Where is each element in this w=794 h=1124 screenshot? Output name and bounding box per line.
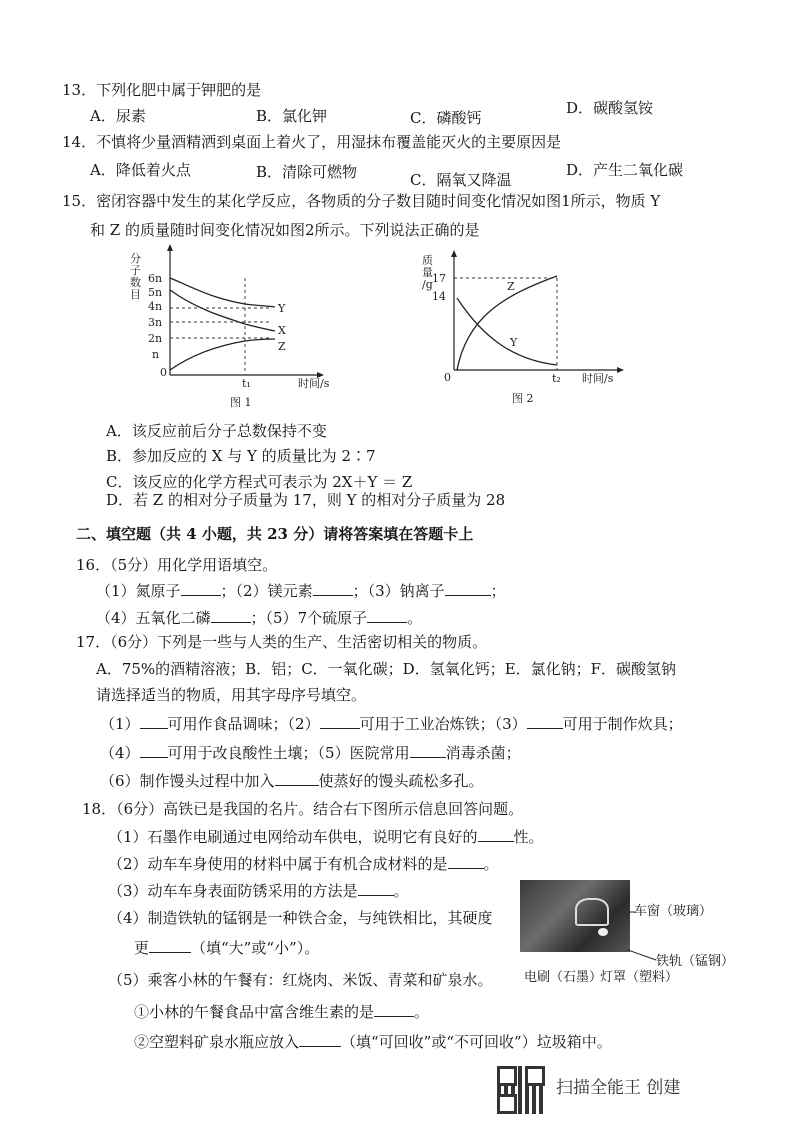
q16-part3: ；（3）钠离子 <box>352 582 445 600</box>
fig2-ytick-17: 17 <box>432 272 446 285</box>
fig2-ylabel-2: 量 <box>422 266 433 279</box>
section-2-title: 二、填空题（共 4 小题，共 23 分）请将答案填在答题卡上 <box>76 525 474 543</box>
q17-stem: 17．（6分）下列是一些与人类的生产、生活密切相关的物质。 <box>76 633 488 651</box>
q15-option-a: A．该反应前后分子总数保持不变 <box>106 422 327 440</box>
q14-option-b: B．清除可燃物 <box>256 163 358 181</box>
fig1-ylabel-2: 子 <box>130 264 141 277</box>
q17-p6: 可用于改良酸性土壤；（5）医院常用 <box>167 744 410 762</box>
figure-1 <box>120 240 360 410</box>
fig1-y-arrow <box>167 244 173 251</box>
q18-blank5[interactable] <box>374 1002 414 1017</box>
q17-items: A．75%的酒精溶液；B．铝；C．一氧化碳；D．氢氧化钙；E．氯化钠；F．碳酸氢钠 <box>96 660 677 678</box>
fig1-origin: 0 <box>160 366 167 379</box>
q18-p5b: （填“大”或“小”）。 <box>191 939 320 957</box>
q17-blank2[interactable] <box>320 714 360 729</box>
qr-code <box>497 1066 545 1114</box>
q18-p8a: ②空塑料矿泉水瓶应放入 <box>134 1033 300 1051</box>
q13-option-d: D．碳酸氢铵 <box>566 99 654 117</box>
q17-blank1[interactable] <box>140 714 168 729</box>
q18-p2: （2）动车车身使用的材料中属于有机合成材料的是 <box>108 855 448 873</box>
q17-p9: 使蒸好的馒头疏松多孔。 <box>318 772 484 790</box>
q14-option-a: A．降低着火点 <box>90 161 191 179</box>
fig1-caption: 图 1 <box>230 396 252 409</box>
q17-p2: 可用作食品调味；（2） <box>167 715 320 733</box>
fig2-ytick-14: 14 <box>432 290 446 303</box>
q14-stem: 14．不慎将少量酒精洒到桌面上着火了，用湿抹布覆盖能灭火的主要原因是 <box>62 133 562 151</box>
fig1-label-y: Y <box>278 302 286 315</box>
leader-rail <box>628 950 656 960</box>
fig1-ytick: n <box>152 348 160 361</box>
q15-option-b: B．参加反应的 X 与 Y 的质量比为 2∶7 <box>106 447 376 465</box>
photo-label-window: 车窗（玻璃） <box>634 904 713 919</box>
q18-blank3[interactable] <box>358 881 394 896</box>
q13-option-c: C．磷酸钙 <box>410 109 482 127</box>
q17-blank4[interactable] <box>140 743 168 758</box>
q18-p7a: ①小林的午餐食品中富含维生素的是 <box>134 1003 375 1021</box>
q13-stem: 13．下列化肥中属于钾肥的是 <box>62 81 262 99</box>
q17-p5: （4） <box>100 744 140 762</box>
fig1-ytick: 2n <box>148 332 163 345</box>
photo-leader-lines <box>600 900 660 970</box>
fig2-label-z: Z <box>507 280 515 293</box>
fig1-t1-label: t₁ <box>242 377 251 390</box>
q17-blank6[interactable] <box>275 771 319 786</box>
q18-blank1[interactable] <box>478 827 514 842</box>
fig2-caption: 图 2 <box>512 392 534 405</box>
scanner-watermark: 扫描全能王 创建 <box>556 1078 681 1098</box>
q18-blank6[interactable] <box>299 1032 341 1047</box>
fig1-ylabel-4: 目 <box>130 288 141 301</box>
q16-part1: （1）氮原子 <box>96 582 181 600</box>
q18-line1 <box>108 827 544 847</box>
fig2-y-arrow <box>451 250 457 257</box>
q13-option-b: B．氯化钾 <box>256 107 328 125</box>
q16-part5: ；（5）7个硫原子 <box>250 609 368 627</box>
fig1-ylabel-3: 数 <box>130 276 141 289</box>
q16-stem: 16．（5分）用化学用语填空。 <box>76 556 278 574</box>
q15-stem-line1: 15．密闭容器中发生的某化学反应，各物质的分子数目随时间变化情况如图1所示，物质 Y <box>62 192 661 210</box>
q17-p7: 消毒杀菌； <box>445 744 521 762</box>
q16-blank4[interactable] <box>211 608 251 623</box>
fig2-x-arrow <box>617 367 624 373</box>
fig1-label-z: Z <box>278 340 286 353</box>
photo-label-brush: 电刷（石墨） <box>524 970 603 985</box>
fig1-label-x: X <box>278 324 286 337</box>
photo-label-lamp: 灯罩（塑料） <box>600 970 679 985</box>
q17-line3 <box>100 771 484 791</box>
q15-option-c: C．该反应的化学方程式可表示为 2X＋Y ＝ Z <box>106 473 413 491</box>
q13-option-a: A．尿素 <box>90 107 146 125</box>
q18-line8 <box>134 1032 612 1052</box>
q17-p8: （6）制作馒头过程中加入 <box>100 772 275 790</box>
q17-blank5[interactable] <box>410 743 446 758</box>
q18-p3: （3）动车车身表面防锈采用的方法是 <box>108 882 358 900</box>
q17-p1: （1） <box>100 715 140 733</box>
q17-p3: 可用于工业冶炼铁；（3） <box>359 715 527 733</box>
q16-blank1[interactable] <box>181 581 221 596</box>
fig1-curve-z <box>170 339 275 370</box>
q18-p2-end: 。 <box>483 855 499 873</box>
figure-2 <box>412 248 642 408</box>
fig1-curve-x <box>170 290 275 331</box>
q18-line3 <box>108 881 409 901</box>
q16-part5-end: 。 <box>407 609 423 627</box>
q16-part2: ；（2）镁元素 <box>220 582 313 600</box>
q17-line1 <box>100 714 683 734</box>
fig2-ylabel-3: /g <box>422 278 433 291</box>
qr-corner <box>497 1094 517 1114</box>
fig2-origin: 0 <box>444 371 451 384</box>
q18-blank4[interactable] <box>149 938 191 953</box>
q18-p7b: 。 <box>414 1003 430 1021</box>
q17-blank3[interactable] <box>527 714 563 729</box>
q18-line6: （5）乘客小林的午餐有：红烧肉、米饭、青菜和矿泉水。 <box>108 971 493 989</box>
fig1-ytick: 6n <box>148 272 163 285</box>
fig2-ylabel-1: 质 <box>422 254 433 267</box>
q18-stem: 18．（6分）高铁已是我国的名片。结合右下图所示信息回答问题。 <box>82 800 524 818</box>
q18-line5 <box>134 938 319 958</box>
fig2-t2-label: t₂ <box>552 372 561 385</box>
q18-p8b: （填“可回收”或“不可回收”）垃圾箱中。 <box>341 1033 612 1051</box>
q18-p5a: 更 <box>134 939 150 957</box>
fig1-ylabel-1: 分 <box>130 252 141 265</box>
q16-blank3[interactable] <box>445 581 491 596</box>
q18-p1: （1）石墨作电刷通过电网给动车供电，说明它有良好的 <box>108 828 478 846</box>
q15-option-d: D．若 Z 的相对分子质量为 17，则 Y 的相对分子质量为 28 <box>106 491 506 509</box>
q16-part4: （4）五氧化二磷 <box>96 609 211 627</box>
fig1-ytick: 5n <box>148 286 163 299</box>
q17-line2 <box>100 743 521 763</box>
q16-blank2[interactable] <box>313 581 353 596</box>
q17-p4: 可用于制作炊具； <box>562 715 683 733</box>
q16-part3-end: ； <box>490 582 506 600</box>
fig2-label-y: Y <box>510 336 518 349</box>
q14-option-c: C．隔氧又降温 <box>410 171 512 189</box>
q14-option-d: D．产生二氧化碳 <box>566 161 684 179</box>
fig2-xlabel: 时间/s <box>582 372 614 385</box>
fig1-ytick: 4n <box>148 300 163 313</box>
q17-instruction: 请选择适当的物质，用其字母序号填空。 <box>96 686 367 704</box>
q18-line2 <box>108 854 499 874</box>
photo-label-rail: 铁轨（锰钢） <box>656 954 735 969</box>
q18-line7 <box>134 1002 429 1022</box>
fig1-ytick: 3n <box>148 316 163 329</box>
q18-p3-end: 。 <box>393 882 409 900</box>
fig1-curve-y <box>170 278 275 307</box>
q18-blank2[interactable] <box>448 854 484 869</box>
q16-line1 <box>96 581 506 601</box>
q16-blank5[interactable] <box>367 608 407 623</box>
fig1-xlabel: 时间/s <box>298 377 330 390</box>
q16-line2 <box>96 608 422 628</box>
q18-line4: （4）制造铁轨的锰钢是一种铁合金，与纯铁相比，其硬度 <box>108 909 493 927</box>
q15-stem-line2: 和 Z 的质量随时间变化情况如图2所示。下列说法正确的是 <box>90 221 480 239</box>
q18-p1-end: 性。 <box>513 828 544 846</box>
